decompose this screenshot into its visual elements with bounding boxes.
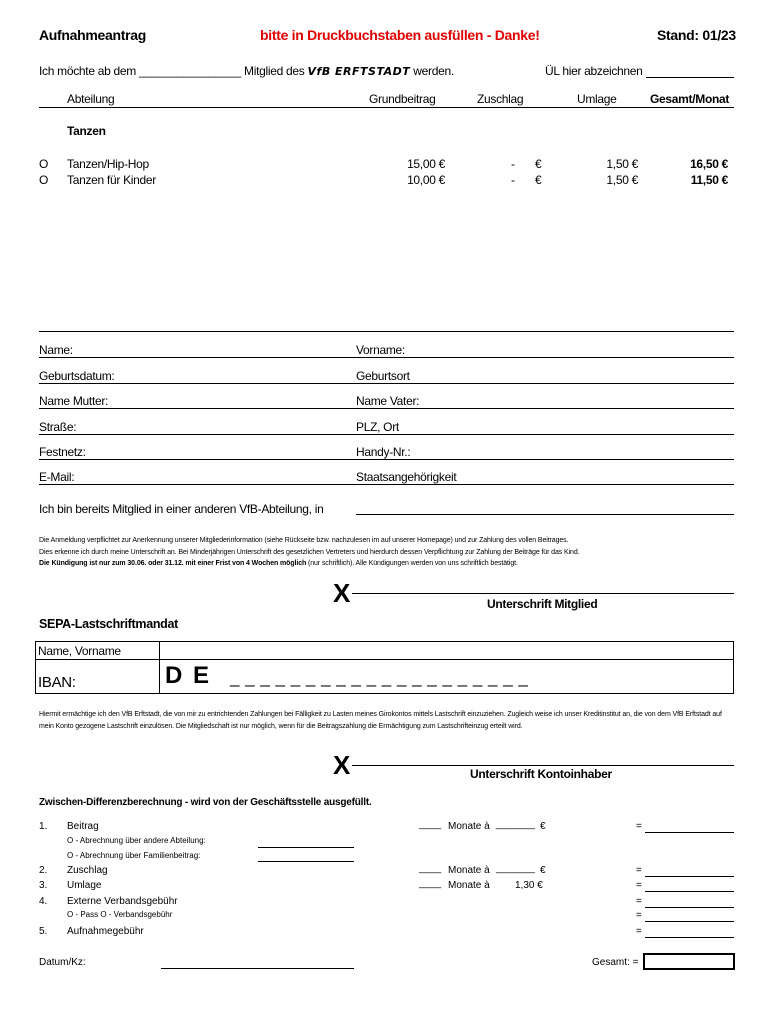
sub-input-line[interactable] xyxy=(258,847,354,848)
row-zuschlag-eur: € xyxy=(535,173,542,187)
disclaimer-line: Dies erkenne ich durch meine Unterschrift an. Bei Minderjährigen Unterschrift des gesetzlichen Vertreters und hierdurch dessen Verpflichtung zur Zahlung der Beiträge für das Kind. xyxy=(39,548,580,556)
intro-text-end: werden. xyxy=(413,64,454,78)
name-field[interactable]: Name: xyxy=(39,343,73,357)
result-line[interactable] xyxy=(645,921,734,922)
col-header-zuschlag: Zuschlag xyxy=(477,92,524,106)
row-gesamt: 16,50 € xyxy=(690,157,728,171)
sepa-box-column xyxy=(159,641,160,694)
personal-top-rule xyxy=(39,331,734,332)
field-line xyxy=(39,408,734,409)
signature-account-line[interactable] xyxy=(352,765,734,766)
calc-sub-option[interactable]: O - Abrechnung über Familienbeitrag: xyxy=(67,851,201,860)
row-zuschlag: - xyxy=(511,157,515,171)
page-title: Aufnahmeantrag xyxy=(39,27,147,43)
months-input[interactable]: ____ xyxy=(419,878,442,889)
calc-num: 1. xyxy=(39,821,48,832)
signature-x-mark: X xyxy=(333,578,351,608)
signature-x-mark: X xyxy=(333,750,351,780)
sepa-box-divider xyxy=(35,659,734,660)
row-gesamt: 11,50 € xyxy=(690,173,728,187)
datum-label: Datum/Kz: xyxy=(39,957,86,968)
name-mutter-field[interactable]: Name Mutter: xyxy=(39,394,109,408)
disclaimer-line: Die Anmeldung verpflichtet zur Anerkennung unserer Mitgliederinformation (siehe Rückseite bzw. nachzulesen im auf unserer Homepage) und zur Zahlung des vollen Beitrages. xyxy=(39,537,569,544)
calc-label: Zuschlag xyxy=(67,865,108,876)
eur-label: € xyxy=(540,865,546,876)
calc-num: 3. xyxy=(39,880,48,891)
intro-text-member: Mitglied des xyxy=(244,64,305,78)
iban-prefix: D E xyxy=(165,662,212,689)
calc-num: 4. xyxy=(39,896,48,907)
row-grundbeitrag: 15,00 € xyxy=(407,157,445,171)
result-line[interactable] xyxy=(645,891,734,892)
eq-sign: = xyxy=(636,880,642,891)
disclaimer-text xyxy=(39,535,739,570)
months-input[interactable]: ____ xyxy=(419,863,442,874)
start-date-field[interactable]: ________________ xyxy=(139,64,241,78)
eq-sign: = xyxy=(636,865,642,876)
sepa-mandate-text: Hiermit ermächtige ich den VfB Erftstadt, die von mir zu entrichtenden Zahlungen bei Fälligkeit zu Lasten meines Girokontos mittels Lastschrift einzuziehen. Zugleich weise ich unser Kreditinstitut an, die von dem VfB Erftstadt auf mein Konto gezogene Lastschrift einzulösen. Die Mitgliedschaft ist nur möglich, wenn für die Beitragszahlung die Ermächtigung zum Lastschrifteinzug erteilt wird. xyxy=(39,711,722,730)
col-header-grundbeitrag: Grundbeitrag xyxy=(369,92,436,106)
ul-sign-label: ÜL hier abzeichnen xyxy=(545,64,643,78)
result-line[interactable] xyxy=(645,832,734,833)
row-umlage: 1,50 € xyxy=(606,173,638,187)
notice-text: bitte in Druckbuchstaben ausfüllen - Danke! xyxy=(260,27,540,43)
amount-input[interactable]: _______ xyxy=(496,863,535,874)
months-label: Monate à xyxy=(448,865,490,876)
sepa-name-input[interactable] xyxy=(161,643,731,658)
row-name: Tanzen für Kinder xyxy=(67,173,156,187)
sub-input-line[interactable] xyxy=(258,861,354,862)
signature-member-line[interactable] xyxy=(352,593,734,594)
signature-account-label: Unterschrift Kontoinhaber xyxy=(470,767,612,781)
sepa-iban-label: IBAN: xyxy=(38,674,76,691)
datum-line[interactable] xyxy=(161,968,354,969)
months-label: Monate à xyxy=(448,821,490,832)
ul-sign-line[interactable] xyxy=(646,77,734,78)
result-line[interactable] xyxy=(645,907,734,908)
calc-num: 2. xyxy=(39,865,48,876)
sepa-title: SEPA-Lastschriftmandat xyxy=(39,617,179,631)
amount-input[interactable]: _______ xyxy=(496,819,535,830)
strasse-field[interactable]: Straße: xyxy=(39,420,77,434)
row-name: Tanzen/Hip-Hop xyxy=(67,157,149,171)
other-member-label: Ich bin bereits Mitglied in einer anderen VfB-Abteilung, in xyxy=(39,502,324,516)
geburtsdatum-field[interactable]: Geburtsdatum: xyxy=(39,369,115,383)
other-member-line[interactable] xyxy=(356,514,734,515)
plz-ort-field[interactable]: PLZ, Ort xyxy=(356,420,399,434)
handy-field[interactable]: Handy-Nr.: xyxy=(356,445,411,459)
name-vater-field[interactable]: Name Vater: xyxy=(356,394,420,408)
calc-sub-option[interactable]: O - Abrechnung über andere Abteilung: xyxy=(67,836,206,845)
field-line xyxy=(39,357,734,358)
gesamt-label: Gesamt: = xyxy=(592,957,639,968)
row-checkbox[interactable]: O xyxy=(39,173,49,187)
col-header-abteilung: Abteilung xyxy=(67,92,115,106)
result-line[interactable] xyxy=(645,937,734,938)
disclaimer-line xyxy=(39,558,739,570)
months-label: Monate à xyxy=(448,880,490,891)
cancellation-terms: Die Kündigung ist nur zum 30.06. oder 31.12. mit einer Frist von 4 Wochen möglich xyxy=(39,560,307,567)
col-header-umlage: Umlage xyxy=(577,92,617,106)
calc-label: Aufnahmegebühr xyxy=(67,926,144,937)
stand-label: Stand: 01/23 xyxy=(657,27,736,43)
row-grundbeitrag: 10,00 € xyxy=(407,173,445,187)
field-line xyxy=(39,459,734,460)
calc-label: Externe Verbandsgebühr xyxy=(67,896,178,907)
eq-sign: = xyxy=(636,910,642,921)
result-line[interactable] xyxy=(645,876,734,877)
calc-label: Beitrag xyxy=(67,821,99,832)
calc-num: 5. xyxy=(39,926,48,937)
gesamt-box[interactable] xyxy=(643,953,735,970)
section-tanzen: Tanzen xyxy=(67,124,106,138)
col-header-gesamt: Gesamt/Monat xyxy=(650,92,730,106)
field-line xyxy=(39,383,734,384)
intro-text xyxy=(39,64,454,78)
row-checkbox[interactable]: O xyxy=(39,157,49,171)
eur-label: € xyxy=(540,821,546,832)
calc-title: Zwischen-Differenzberechnung - wird von der Geschäftsstelle ausgefüllt. xyxy=(39,797,372,808)
eq-sign: = xyxy=(636,896,642,907)
geburtsort-field[interactable]: Geburtsort xyxy=(356,369,410,383)
iban-input[interactable]: _ _ _ _ _ _ _ _ _ _ _ _ _ _ _ _ _ _ _ _ xyxy=(230,668,529,687)
row-zuschlag: - xyxy=(511,173,515,187)
email-field[interactable]: E-Mail: xyxy=(39,470,75,484)
months-input[interactable]: ____ xyxy=(419,819,442,830)
vorname-field[interactable]: Vorname: xyxy=(356,343,405,357)
staatsangehoerigkeit-field[interactable]: Staatsangehörigkeit xyxy=(356,470,457,484)
cancellation-note: (nur schriftlich). Alle Kündigungen werden von uns schriftlich bestätigt. xyxy=(306,560,518,567)
calc-sub-option[interactable]: O - Pass O - Verbandsgebühr xyxy=(67,910,173,919)
signature-member-label: Unterschrift Mitglied xyxy=(487,597,598,611)
table-header-rule xyxy=(39,107,734,108)
row-umlage: 1,50 € xyxy=(606,157,638,171)
festnetz-field[interactable]: Festnetz: xyxy=(39,445,86,459)
field-line xyxy=(39,484,734,485)
calc-label: Umlage xyxy=(67,880,102,891)
umlage-amount: 1,30 € xyxy=(515,880,543,891)
row-zuschlag-eur: € xyxy=(535,157,542,171)
field-line xyxy=(39,434,734,435)
eq-sign: = xyxy=(636,821,642,832)
intro-text-start: Ich möchte ab dem xyxy=(39,64,136,78)
club-logo: VfB ERFTSTADT xyxy=(307,65,411,78)
sepa-name-label: Name, Vorname xyxy=(38,644,121,658)
eq-sign: = xyxy=(636,926,642,937)
